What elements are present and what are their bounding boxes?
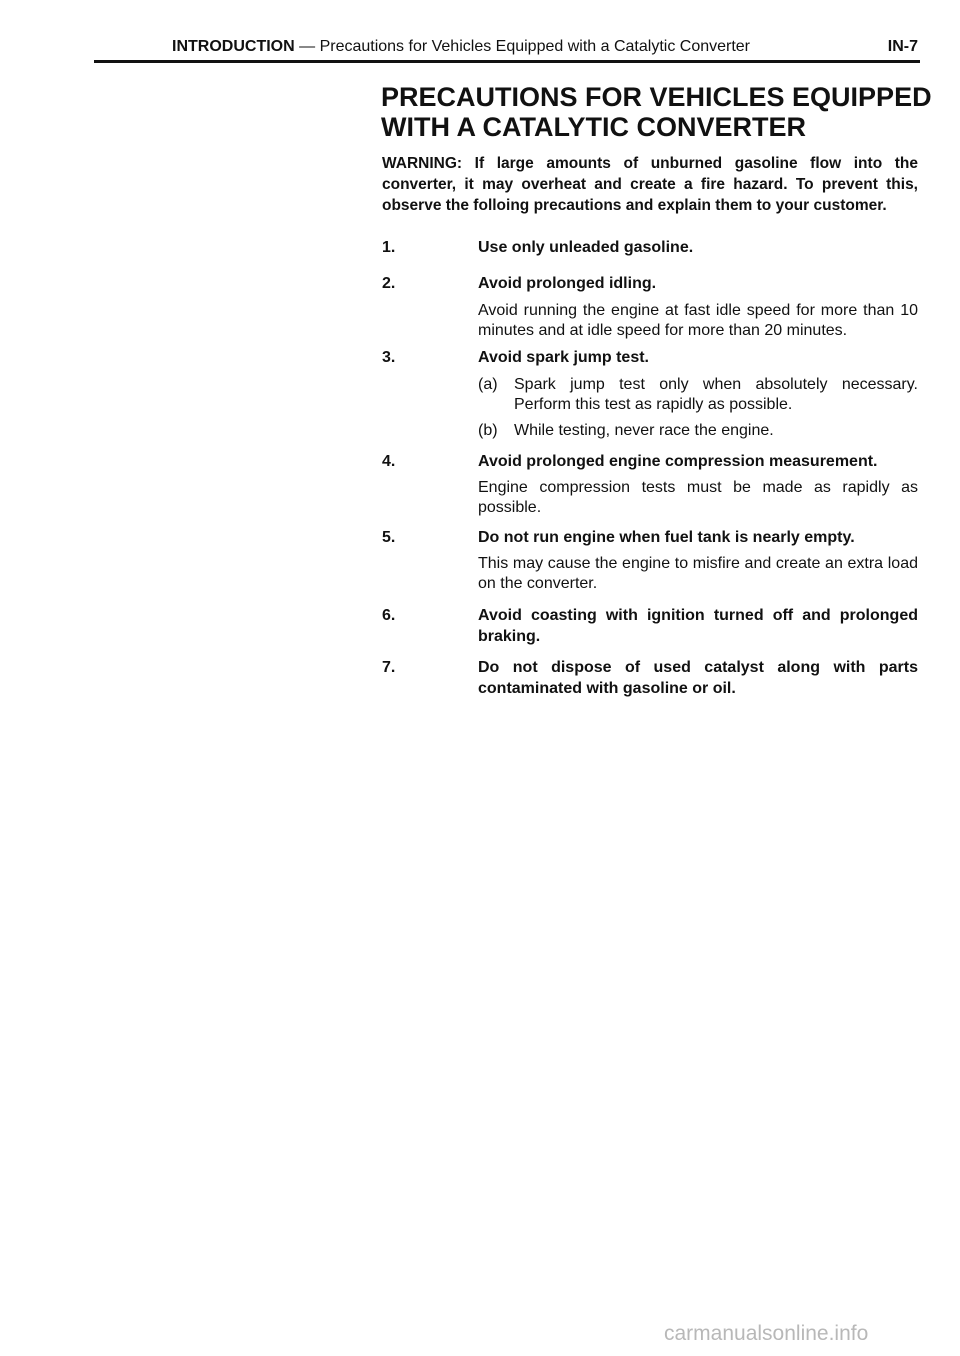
item-heading: Use only unleaded gasoline. [478,239,694,256]
item-heading: Avoid coasting with ignition turned off and prolonged braking. [478,607,918,645]
item-number: 4. [382,453,396,470]
item-heading: Avoid prolonged engine compression measurement. [478,453,878,470]
sub-item-text: Spark jump test only when absolutely necessary. Perform this test as rapidly as possible. [514,376,918,413]
header-title [172,38,750,56]
warning-paragraph: WARNING: If large amounts of unburned gasoline flow into the converter, it may overheat and create a fire hazard. To prevent this, observe the folloing precautions and explain them to your customer. [382,155,918,214]
item-description: Avoid running the engine at fast idle speed for more than 10 minutes and at idle speed for more than 20 minutes. [478,302,918,339]
item-number: 5. [382,529,396,546]
item-number: 2. [382,275,396,292]
page-header [94,36,920,63]
item-heading: Do not run engine when fuel tank is nearly empty. [478,529,855,546]
item-number: 1. [382,239,396,256]
sub-item-text: While testing, never race the engine. [514,422,774,439]
header-separator: — [299,38,316,55]
item-heading: Avoid prolonged idling. [478,275,657,292]
page-number: IN-7 [887,38,918,55]
sub-item-label: (b) [478,422,498,439]
sub-item-label: (a) [478,376,498,393]
header-subtitle: Precautions for Vehicles Equipped with a Catalytic Converter [319,38,751,55]
page-title [381,82,941,142]
title-line: WITH A CATALYTIC CONVERTER [381,112,806,142]
header-section: INTRODUCTION [172,38,295,55]
watermark: carmanualsonline.info [664,1322,869,1345]
title-line: PRECAUTIONS FOR VEHICLES EQUIPPED [381,82,932,112]
item-number: 7. [382,659,396,676]
item-heading: Avoid spark jump test. [478,349,649,366]
item-description: Engine compression tests must be made as rapidly as possible. [478,479,918,516]
item-description: This may cause the engine to misfire and create an extra load on the converter. [478,555,918,592]
item-number: 6. [382,607,396,624]
item-heading: Do not dispose of used catalyst along with parts contaminated with gasoline or oil. [478,659,918,697]
item-number: 3. [382,349,396,366]
